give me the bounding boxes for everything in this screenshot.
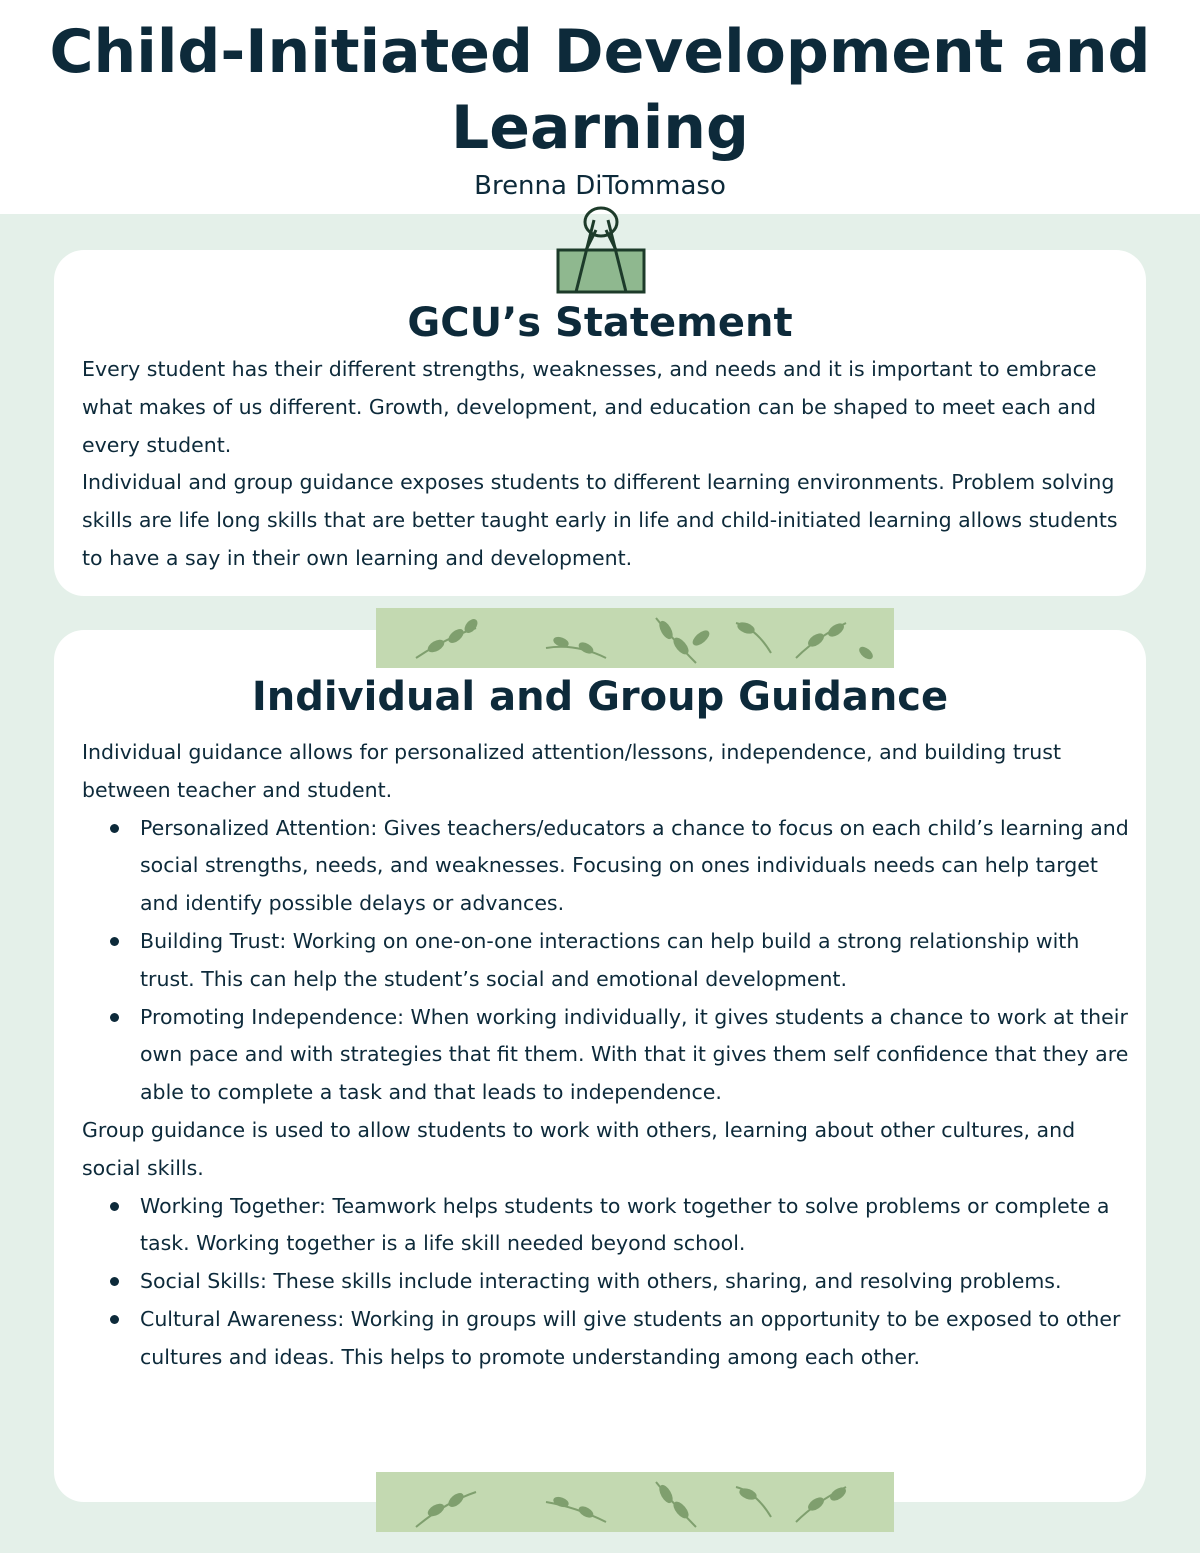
list-item bbox=[140, 1263, 1132, 1301]
list-item-text: Promoting Independence: When working individually, it gives students a chance to work at their own pace and with strategies that fit them. With that it gives them self confidence that they are able to complete a task and that leads to independence. bbox=[140, 1004, 1129, 1105]
bullet-icon bbox=[110, 937, 119, 946]
gcu-heading: GCU’s Statement bbox=[407, 300, 793, 346]
list-item-text: Building Trust: Working on one-on-one interactions can help build a strong relationship with trust. This can help the student’s social and emotional development. bbox=[140, 928, 1080, 991]
group-intro: Group guidance is used to allow students to work with others, learning about other cultures, and social skills. bbox=[82, 1117, 1076, 1180]
gcu-paragraph: Individual and group guidance exposes students to different learning environments. Problem solving skills are life long skills that are better taught early in life and child-initiated learning allows students to have a say in their own learning and development. bbox=[82, 470, 1118, 570]
header bbox=[0, 0, 1200, 214]
leaf-pattern-tape bbox=[376, 1472, 894, 1532]
bullet-icon bbox=[110, 1277, 119, 1286]
list-item bbox=[140, 999, 1132, 1112]
leaf-pattern-tape bbox=[376, 608, 894, 668]
list-item bbox=[140, 810, 1132, 923]
bullet-icon bbox=[110, 824, 119, 833]
list-item bbox=[140, 1301, 1132, 1377]
guidance-text bbox=[82, 734, 1132, 1377]
list-item-text: Personalized Attention: Gives teachers/educators a chance to focus on each child’s learning and social strengths, needs, and weaknesses. Focusing on ones individuals needs can help target and identify possible delays or advances. bbox=[140, 815, 1129, 916]
bullet-icon bbox=[110, 1315, 119, 1324]
bullet-icon bbox=[110, 1013, 119, 1022]
group-list bbox=[82, 1188, 1132, 1377]
gcu-paragraph: Every student has their different strengths, weaknesses, and needs and it is important to embrace what makes of us different. Growth, development, and education can be shaped to meet each and every student. bbox=[82, 357, 1097, 457]
binder-clip-icon bbox=[556, 202, 646, 298]
individual-list bbox=[82, 810, 1132, 1112]
list-item-text: Cultural Awareness: Working in groups will give students an opportunity to be exposed to other cultures and ideas. This helps to promote understanding among each other. bbox=[140, 1306, 1121, 1369]
gcu-statement-text bbox=[82, 351, 1128, 578]
guidance-heading: Individual and Group Guidance bbox=[251, 674, 949, 720]
author-name: Brenna DiTommaso bbox=[474, 171, 726, 201]
page-title: Child-Initiated Development and Learning bbox=[49, 17, 1151, 163]
list-item bbox=[140, 923, 1132, 999]
list-item-text: Social Skills: These skills include interacting with others, sharing, and resolving problems. bbox=[140, 1269, 1062, 1294]
individual-intro: Individual guidance allows for personalized attention/lessons, independence, and building trust between teacher and student. bbox=[82, 740, 1061, 802]
list-item bbox=[140, 1188, 1132, 1264]
list-item-text: Working Together: Teamwork helps students to work together to solve problems or complete a task. Working together is a life skill needed beyond school. bbox=[140, 1193, 1110, 1256]
bullet-icon bbox=[110, 1202, 119, 1211]
